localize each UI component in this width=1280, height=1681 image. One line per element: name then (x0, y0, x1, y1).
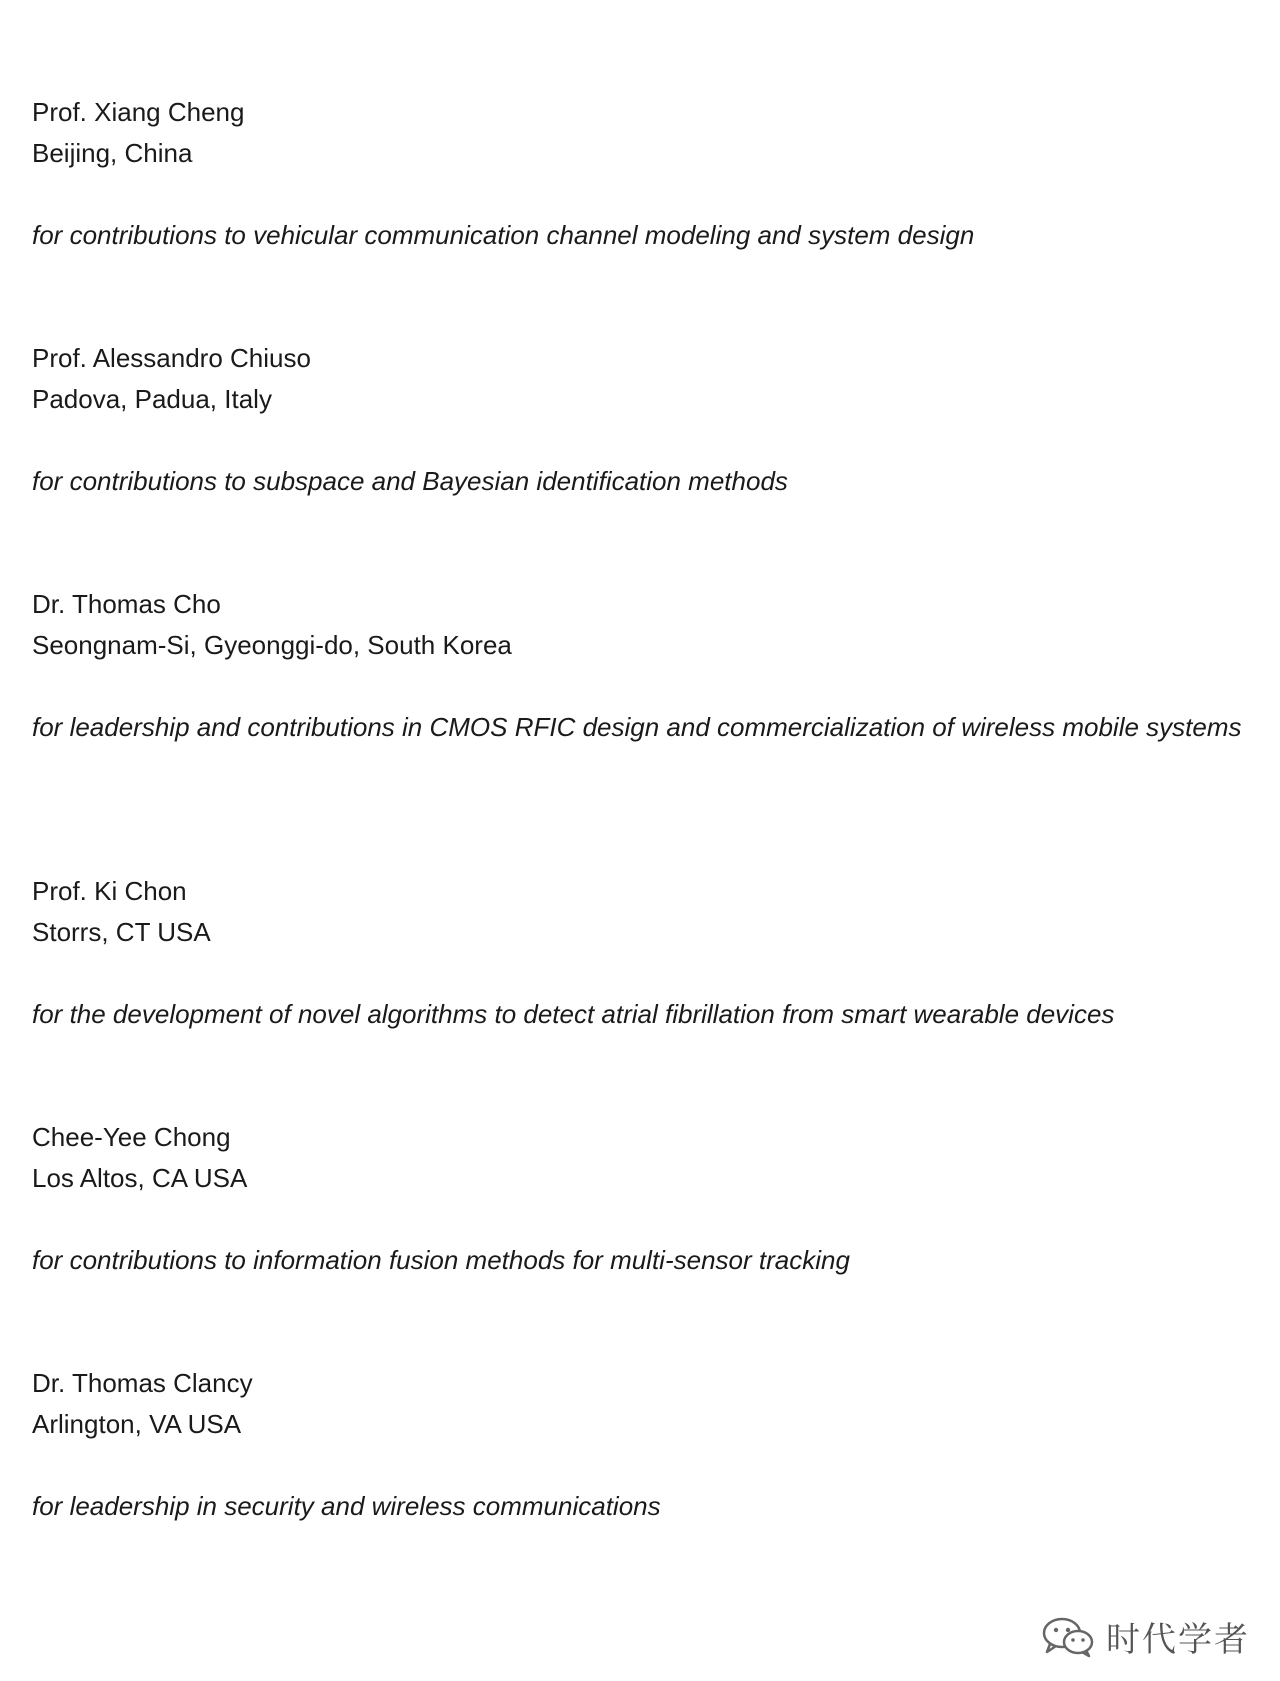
fellow-entry (32, 871, 1252, 1035)
fellow-location: Beijing, China (32, 138, 193, 168)
fellow-name: Prof. Xiang Cheng (32, 97, 245, 127)
fellow-entry (32, 1363, 1252, 1527)
fellow-name: Chee-Yee Chong (32, 1122, 231, 1152)
fellow-citation: for contributions to vehicular communication channel modeling and system design (32, 220, 975, 250)
fellow-name: Prof. Alessandro Chiuso (32, 343, 311, 373)
fellow-name: Dr. Thomas Clancy (32, 1368, 253, 1398)
fellow-location: Los Altos, CA USA (32, 1163, 248, 1193)
fellow-citation: for contributions to information fusion methods for multi-sensor tracking (32, 1245, 850, 1275)
watermark-text: 时代学者 (1106, 1620, 1250, 1660)
fellow-entry (32, 92, 1252, 256)
fellow-citation: for leadership and contributions in CMOS RFIC design and commercialization of wireless mobile systems (32, 712, 1242, 742)
fellow-location: Arlington, VA USA (32, 1409, 242, 1439)
fellow-name: Dr. Thomas Cho (32, 589, 221, 619)
fellow-location: Storrs, CT USA (32, 917, 211, 947)
fellow-location: Seongnam-Si, Gyeonggi-do, South Korea (32, 630, 512, 660)
fellow-entry (32, 584, 1252, 748)
fellow-citation: for the development of novel algorithms to detect atrial fibrillation from smart wearable devices (32, 999, 1115, 1029)
wechat-icon (1040, 1615, 1096, 1659)
fellow-citation: for leadership in security and wireless communications (32, 1491, 661, 1521)
fellow-location: Padova, Padua, Italy (32, 384, 272, 414)
fellow-entry (32, 1117, 1252, 1281)
fellow-citation: for contributions to subspace and Bayesian identification methods (32, 466, 788, 496)
fellow-name: Prof. Ki Chon (32, 876, 187, 906)
watermark (1040, 1612, 1250, 1661)
fellow-entry (32, 338, 1252, 502)
